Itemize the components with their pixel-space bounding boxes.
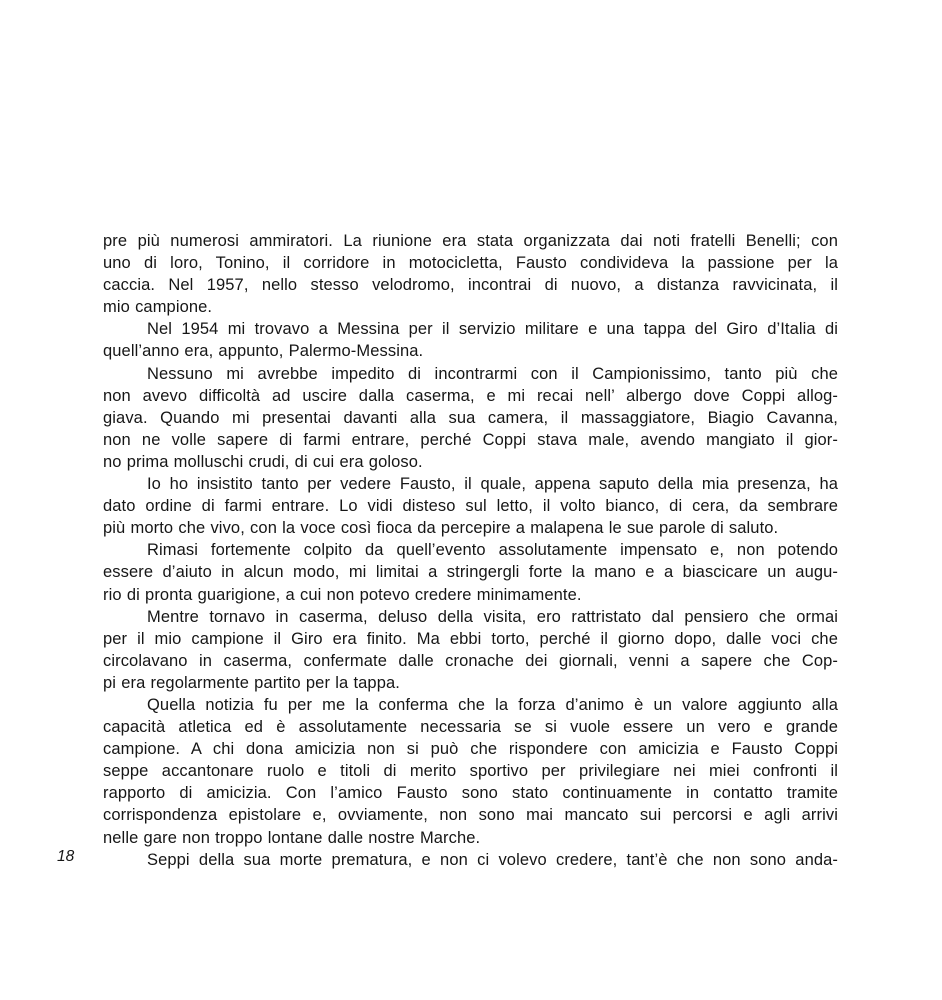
paragraph	[103, 849, 838, 871]
text-line: nelle gare non troppo lontane dalle nostre Marche.	[103, 828, 481, 847]
paragraph	[103, 363, 838, 473]
text-line: mio campione.	[103, 298, 213, 317]
text-line: Quella notizia fu per me la conferma che la forza d’animo è un valore aggiunto alla	[147, 695, 838, 714]
text-block	[103, 230, 838, 871]
text-line: pi era regolarmente partito per la tappa.	[103, 673, 400, 692]
text-line: Mentre tornavo in caserma, deluso della visita, ero rattristato dal pensiero che ormai	[147, 607, 838, 626]
text-line: dato ordine di farmi entrare. Lo vidi disteso sul letto, il volto bianco, di cera, da sembrare	[103, 497, 838, 516]
text-line: pre più numerosi ammiratori. La riunione era stata organizzata dai noti fratelli Benelli; con	[103, 232, 838, 250]
page-number: 18	[57, 848, 75, 865]
text-line: circolavano in caserma, confermate dalle cronache dei giornali, venni a sapere che Cop-	[103, 651, 838, 670]
text-line: Nel 1954 mi trovavo a Messina per il servizio militare e una tappa del Giro d’Italia di	[147, 320, 838, 339]
paragraph	[103, 473, 838, 539]
text-line: campione. A chi dona amicizia non si può che rispondere con amicizia e Fausto Coppi	[103, 740, 838, 759]
text-line: caccia. Nel 1957, nello stesso velodromo, incontrai di nuovo, a distanza ravvicinata, il	[103, 276, 838, 295]
text-line: Io ho insistito tanto per vedere Fausto, il quale, appena saputo della mia presenza, ha	[147, 475, 838, 494]
text-line: Rimasi fortemente colpito da quell’evento assolutamente impensato e, non potendo	[147, 541, 838, 560]
text-line: quell’anno era, appunto, Palermo-Messina.	[103, 342, 424, 361]
text-line: per il mio campione il Giro era finito. Ma ebbi torto, perché il giorno dopo, dalle voci che	[103, 629, 838, 648]
text-line: rapporto di amicizia. Con l’amico Fausto sono stato continuamente in contatto tramite	[103, 784, 838, 803]
text-line: Nessuno mi avrebbe impedito di incontrarmi con il Campionissimo, tanto più che	[147, 364, 838, 383]
text-line: essere d’aiuto in alcun modo, mi limitai a stringergli forte la mano e a biascicare un augu-	[103, 563, 838, 582]
text-line: seppe accantonare ruolo e titoli di merito sportivo per privilegiare nei miei confronti il	[103, 762, 838, 781]
text-line: Seppi della sua morte prematura, e non ci volevo credere, tant’è che non sono anda-	[147, 850, 838, 869]
text-line: più morto che vivo, con la voce così fioca da percepire a malapena le sue parole di saluto.	[103, 519, 779, 538]
text-line: non ne volle sapere di farmi entrare, perché Coppi stava male, avendo mangiato il gior-	[103, 430, 838, 449]
paragraph	[103, 606, 838, 694]
text-line: capacità atletica ed è assolutamente necessaria se si vuole essere un vero e grande	[103, 718, 838, 737]
text-line: uno di loro, Tonino, il corridore in motocicletta, Fausto condivideva la passione per la	[103, 254, 838, 273]
paragraph	[103, 539, 838, 605]
text-line: non avevo difficoltà ad uscire dalla caserma, e mi recai nell’ albergo dove Coppi allog-	[103, 386, 838, 405]
paragraph	[103, 318, 838, 362]
text-line: corrispondenza epistolare e, ovviamente, non sono mai mancato sui percorsi e agli arrivi	[103, 806, 838, 825]
paragraph	[103, 230, 838, 318]
paragraph	[103, 694, 838, 849]
text-line: no prima molluschi crudi, di cui era goloso.	[103, 452, 423, 471]
text-line: giava. Quando mi presentai davanti alla sua camera, il massaggiatore, Biagio Cavanna,	[103, 408, 838, 427]
text-line: rio di pronta guarigione, a cui non potevo credere minimamente.	[103, 585, 582, 604]
